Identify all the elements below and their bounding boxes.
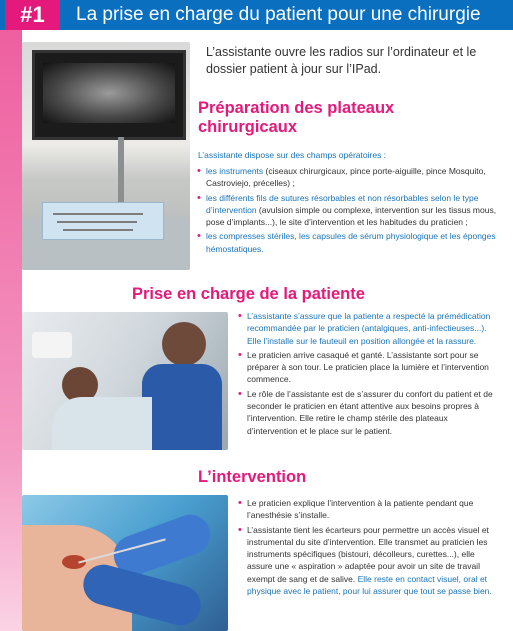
heading-intervention: L’intervention	[198, 468, 307, 486]
page-title: La prise en charge du patient pour une chirurgie	[76, 4, 481, 25]
list-item: • les compresses stériles, les capsules de sérum physiologique et les éponges hémostatiques.	[197, 230, 497, 255]
list-item: • Le rôle de l’assistante est de s’assurer du confort du patient et de seconder le praticien en étant attentive aux besoins propres à l’intervention. Elle retire le champ stérile des plateaux d’intervention et le place sur le patient.	[238, 388, 500, 437]
list-item: • les instruments (ciseaux chirurgicaux, pince porte-aiguille, pince Mosquito, Castroviejo, précelles) ;	[197, 165, 497, 190]
photo-intervention	[22, 495, 228, 631]
assistant-head	[162, 322, 206, 366]
dental-lamp	[32, 332, 72, 358]
heading-prise-en-charge: Prise en charge de la patiente	[132, 285, 365, 303]
header-bar	[0, 0, 513, 30]
list-item: • L’assistante s’assure que la patiente a respecté la prémédication recommandée par le praticien (antalgiques, anti-infectieuses...). Elle l’installe sur le fauteuil en position allongée et la rassure.	[238, 310, 500, 347]
assistant-uniform	[142, 364, 222, 450]
list-item: • Le praticien explique l’intervention à la patiente pendant que l’anesthésie s’installe.	[238, 497, 500, 522]
lead-text: L’assistante dispose sur des champs opératoires :	[198, 150, 387, 160]
intervention-list	[238, 497, 500, 599]
photo-xray-monitor	[22, 42, 190, 270]
side-band	[0, 30, 22, 631]
preparation-list	[197, 165, 497, 257]
heading-preparation: Préparation des plateaux chirurgicaux	[198, 99, 395, 136]
photo-patient-chair	[22, 312, 228, 450]
patient-care-list	[238, 310, 500, 439]
list-item: • L’assistante tient les écarteurs pour permettre un accès visuel et instrumental du site d’intervention. Elle transmet au praticien les instruments spécifiques (bistouri, décolleurs, curettes...), elle assure une « aspiration » adaptée pour avoir un site de travail exempt de sang et de salive. Elle reste en contact visuel, oral et physique avec le patient, pour lui assurer que tout se passe bien.	[238, 524, 500, 598]
instrument-tray	[42, 202, 164, 240]
list-item: • les différents fils de sutures résorbables et non résorbables selon le type d’intervention (avulsion simple ou complexe, intervention sur les tissus mous, pose d’implants...), le site d’intervention et les habitudes du praticien ;	[197, 192, 497, 229]
xray-image	[43, 63, 175, 123]
section-number: #1	[5, 0, 60, 30]
intro-text: L’assistante ouvre les radios sur l’ordinateur et le dossier patient à jour sur l’IPad.	[206, 45, 477, 76]
monitor-frame	[32, 50, 186, 140]
list-item: • Le praticien arrive casaqué et ganté. L’assistante sort pour se préparer à son tour. Le praticien place la lumière et l’intervention commence.	[238, 349, 500, 386]
patient-chair	[52, 397, 152, 450]
